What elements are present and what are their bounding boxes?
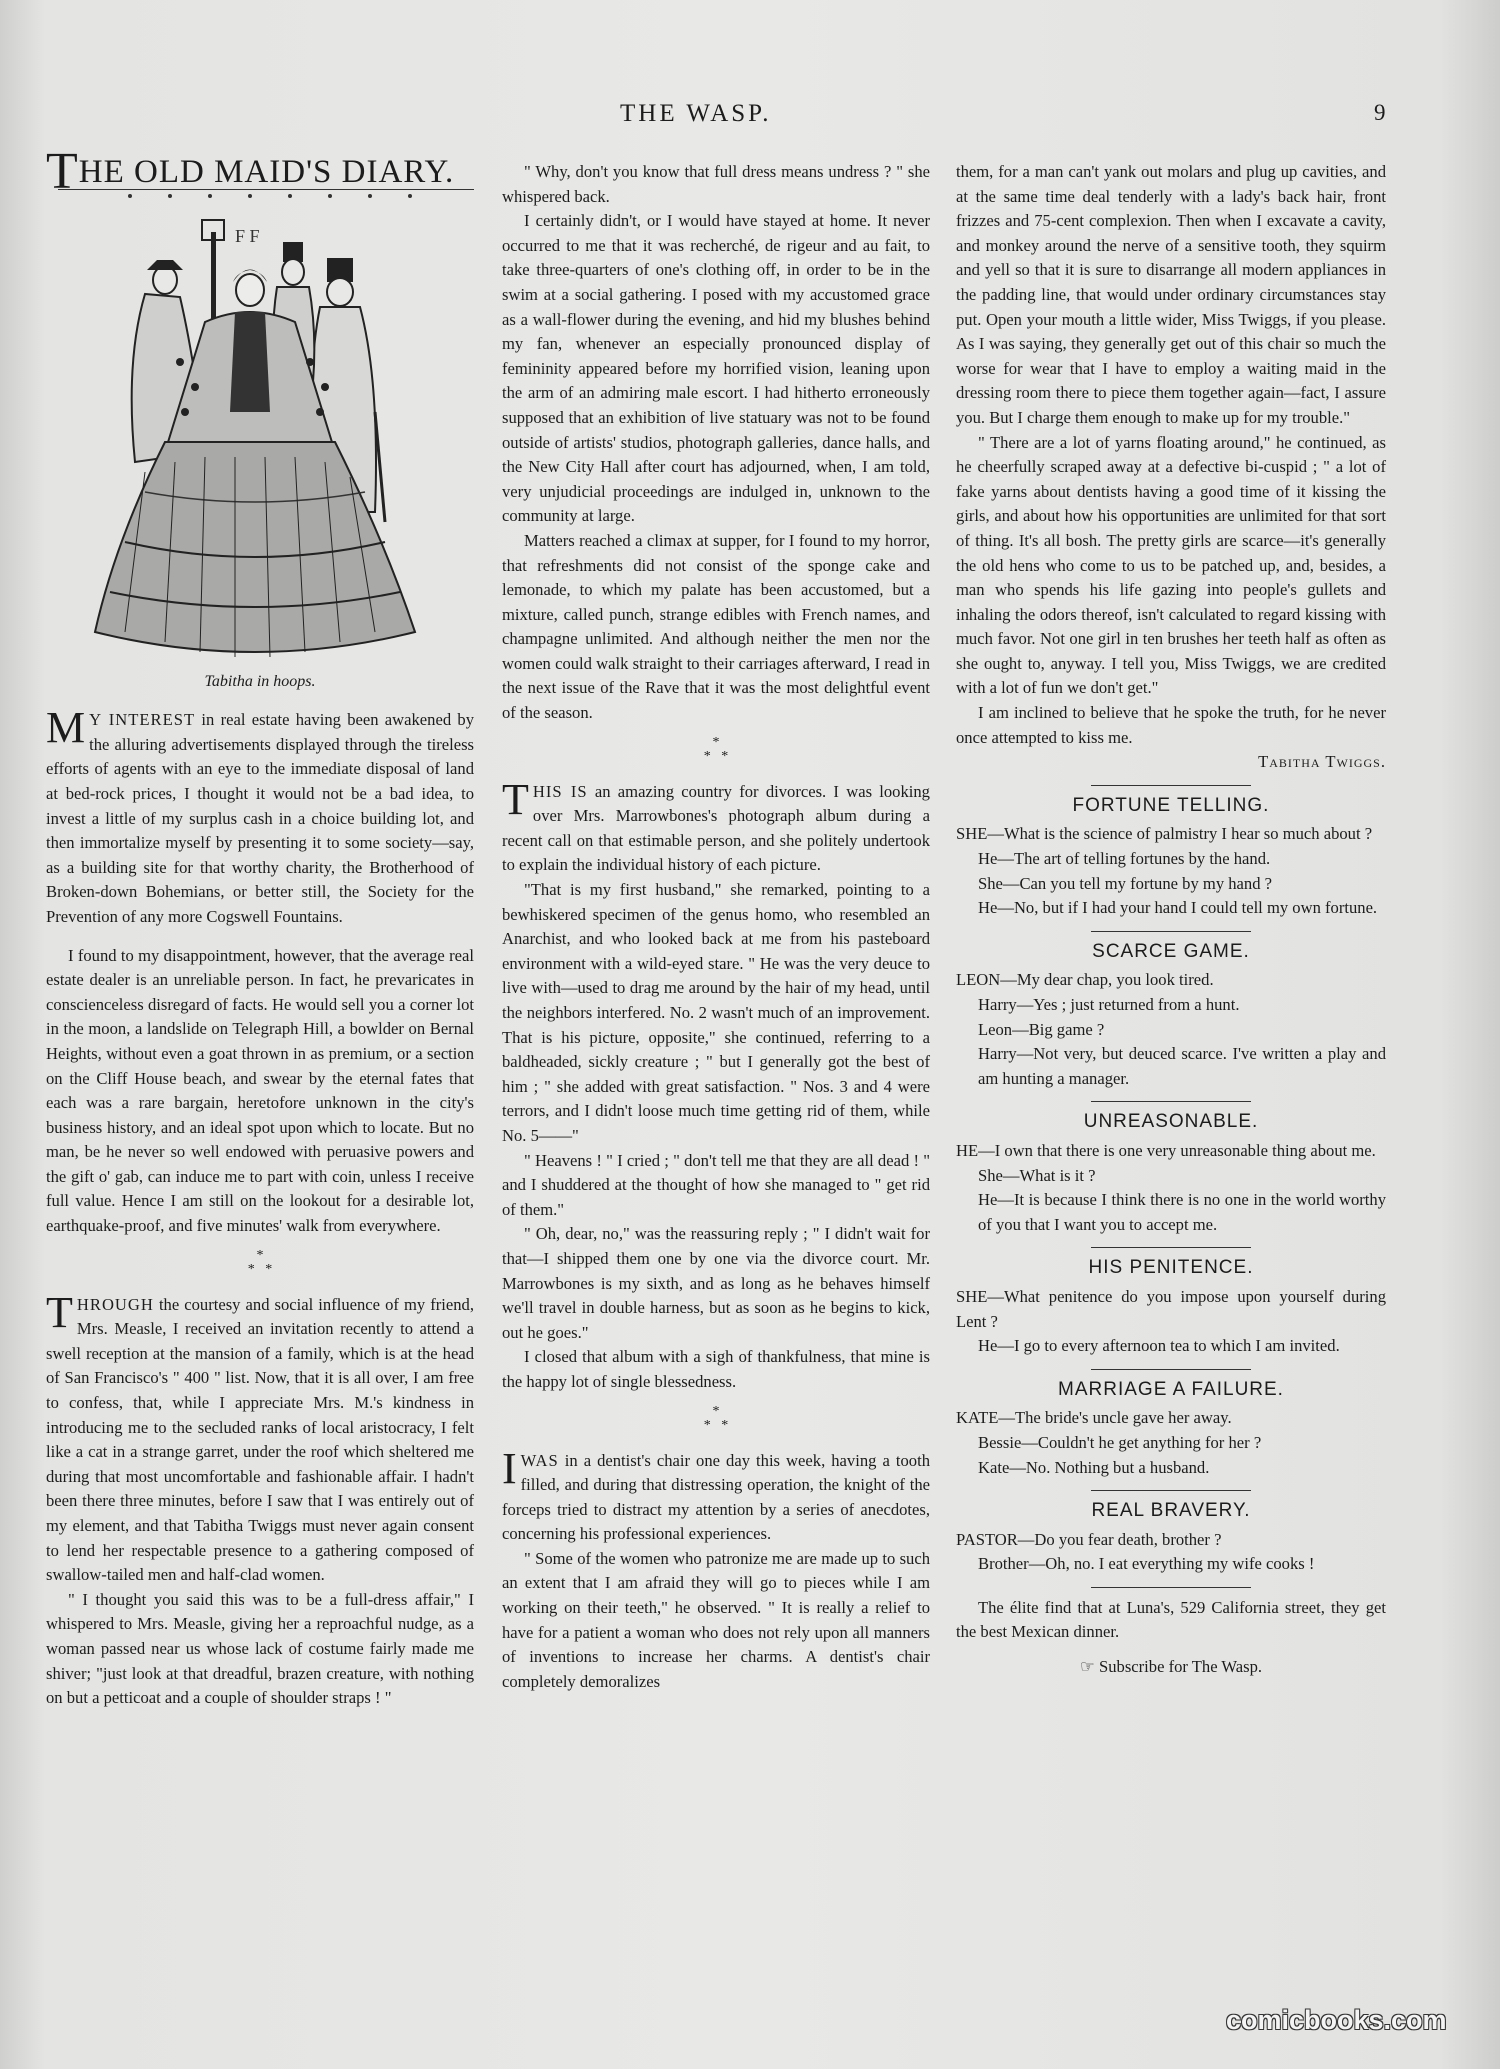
svg-text:F F: F F: [235, 225, 260, 246]
running-head: [0, 100, 1500, 130]
paragraph: M Y INTEREST in real estate having been awakened by the alluring advertisements displayed through the tireless efforts of agents with an eye to the immediate disposal of land at bed-rock prices, I thought it would not be a bad idea, to invest a little of my surplus cash in a choice building lot, and then immortalize myself by presenting it to some society—say, as a building site for that worthy charity, the Brotherhood of Broken-down Bohemians, or better still, the Society for the Prevention of any more Cogswell Fountains.: [46, 703, 474, 926]
heading-unreasonable: UNREASONABLE.: [1083, 1111, 1259, 1133]
joke-fortune-telling: SHE—What is the science of palmistry I hear so much about ? He—The art of telling fortunes by the hand. She—Can you tell my fortune by my hand ? He—No, but if I had your hand I could tell my own fortune.: [956, 824, 1378, 918]
paragraph: "That is my first husband," she remarked, pointing to a bewhiskered specimen of the genus homo, who resembled an Anarchist, and who looked back at me from his pasteboard environment with a wild-eyed stare. " He was the very deuce to live with—used to drag me around by the hair of my head, until the neighbors interfered. No. 2 wasn't much of an improvement. That is his picture, opposite," she continued, referring to a baldheaded, sickly creature ; " but I generally got the best of him ; " she added with great satisfaction. " Nos. 3 and 4 were terrors, and I didn't loose much time getting rid of them, while No. 5——": [502, 880, 930, 1145]
section-break-stars: * * *: [703, 734, 729, 764]
page-number: 9: [1374, 100, 1386, 125]
heading-marriage-a-failure: MARRIAGE A FAILURE.: [1058, 1378, 1284, 1400]
paragraph: I am inclined to believe that he spoke the truth, for he never once attempted to kiss me.: [956, 703, 1386, 747]
paragraph: I closed that album with a sigh of thankfulness, that mine is the happy lot of single blessedness.: [502, 1347, 930, 1391]
divider: [1091, 785, 1251, 786]
divider: [1091, 1490, 1251, 1491]
joke-marriage-a-failure: KATE—The bride's uncle gave her away. Bessie—Couldn't he get anything for her ? Kate—No. Nothing but a husband.: [956, 1408, 1262, 1477]
joke-his-penitence: SHE—What penitence do you impose upon yourself during Lent ? He—I go to every afternoon tea to which I am invited.: [956, 1286, 1386, 1356]
paragraph: " Oh, dear, no," was the reassuring reply ; " I didn't wait for that—I shipped them one by one via the divorce court. Mr. Marrowbones is my sixth, and as long as he behaves himself we'll travel in double harness, but as soon as he begins to kick, out he goes.": [502, 1224, 930, 1342]
signature: Tabitha Twiggs.: [1258, 752, 1386, 772]
joke-real-bravery: PASTOR—Do you fear death, brother ? Brother—Oh, no. I eat everything my wife cooks !: [956, 1529, 1315, 1574]
title-dotted-rule: [58, 189, 474, 202]
subscribe-notice: ☞ Subscribe for The Wasp.: [1079, 1657, 1263, 1677]
paragraph: " There are a lot of yarns floating around," he continued, as he cheerfully scraped away at a defective bi-cuspid ; " a lot of fake yarns about dentists having a good time of it kissing the girls, and about how his opportunities are unlimited for that sort of thing. It's all bosh. The pretty girls are scarce—it's generally the old hens who come to us to be patched up, and, besides, a man who spends his life gazing into people's gullets and inhaling the odors thereof, isn't calculated to regard kissing with much favor. Not one girl in ten brushes her teeth half as often as she ought to, anyway. I tell you, Miss Twiggs, we are credited with a lot of fun we don't get.": [956, 432, 1386, 698]
paragraph: I certainly didn't, or I would have stayed at home. It never occurred to me that it was recherché, de rigeur and au fait, to take three-quarters of one's clothing off, in order to be in the swim at a social gathering. I posed with my accustomed grace as a wall-flower during the evening, and hid my blushes behind my fan, whenever an especially pronounced display of femininity appeared before my horrified vision, leaning upon the arm of an admiring male escort. I had hitherto erroneously supposed that an exhibition of live statuary was not to be found outside of artists' studios, photograph galleries, dance halls, and the New City Hall after court has adjourned, when, I am told, very unjudicial proceedings are indulged in, unknown to the community at large.: [502, 211, 930, 526]
article-title: THE OLD MAID'S DIARY.: [46, 143, 455, 200]
paragraph: THROUGH the courtesy and social influence of my friend, Mrs. Measle, I received an invitation recently to attend a swell reception at the mansion of a family, which is at the head of San Francisco's " 400 " list. Now, that it is all over, I am free to confess, that, while I appreciate Mrs. M.'s kindness in introducing me to the secluded ranks of local aristocracy, I felt like a cat in a strange garret, under the roof which sheltered me during that most uncomfortable and fashionable affair. I hadn't been there three minutes, before I saw that I was entirely out of my element, and that Tabitha Twiggs must never again consent to lend her respectable presence to a gathering composed of swallow-tailed men and half-clad women.: [46, 1287, 474, 1585]
paragraph: " Why, don't you know that full dress means undress ? " she whispered back.: [502, 162, 930, 206]
paragraph: " I thought you said this was to be a full-dress affair," I whispered to Mrs. Measle, giving her a reproachful nudge, as a woman passed near us whose lack of costume fairly made me shiver; "just look at that dreadful, brazen creature, with nothing on but a petticoat and a couple of shoulder straps ! ": [46, 1589, 474, 1708]
paragraph: I found to my disappointment, however, that the average real estate dealer is an unreliable person. In fact, he prevaricates in conscienceless disregard of facts. He would sell you a corner lot in the moon, a landslide on Telegraph Hill, a bowlder on Bernal Heights, without even a goat thrown in as premium, or a section on the Cliff House beach, and swear by the eternal fates that each was a rare bargain, heretofore unknown in the city's business history, and an ideal spot upon which to locate. But no man, be he never so well endowed with peruasive powers and the gift o' gab, can induce me to part with coin, unless I receive full value. Hence I am still on the lookout for a desirable lot, earthquake-proof, and five minutes' walk from everywhere.: [46, 945, 474, 1236]
paragraph: IWAS in a dentist's chair one day this week, having a tooth filled, and during that distressing operation, the knight of the forceps tried to distract my attention by a series of anecdotes, concerning his professional experiences.: [502, 1443, 930, 1544]
advertisement-lunas: The élite find that at Luna's, 529 California street, they get the best Mexican dinner.: [956, 1597, 1386, 1642]
joke-unreasonable: HE—I own that there is one very unreasonable thing about me. She—What is it ? He—It is because I think there is no one in the world worthy of you that I want you to accept me.: [956, 1140, 1386, 1234]
heading-real-bravery: REAL BRAVERY.: [1091, 1500, 1251, 1522]
section-break-stars: * * *: [703, 1403, 729, 1433]
divider: [1091, 1369, 1251, 1370]
victorian-lady-illustration: [85, 212, 435, 662]
divider: [1091, 1247, 1251, 1248]
paragraph: " Some of the women who patronize me are made up to such an extent that I am afraid they will go to pieces while I am working on their teeth," he observed. " It is really a relief to have for a patient a woman who does not rely upon all manners of inventions to increase her charms. A dentist's chair completely demoralizes: [502, 1548, 930, 1691]
paragraph: Matters reached a climax at supper, for I found to my horror, that refreshments did not consist of the sponge cake and lemonade, to which my palate has been accustomed, but a mixture, called punch, strange edibles with French names, and champagne unlimited. And although neither the men nor the women could walk straight to their carriages afterward, I read in the next issue of the Rave that it was the most delightful event of the season.: [502, 530, 930, 723]
column-3: [956, 160, 1386, 1680]
section-break-stars: * * *: [247, 1247, 273, 1277]
heading-fortune-telling: FORTUNE TELLING.: [1072, 794, 1270, 816]
divider: [1091, 1587, 1251, 1588]
column-1: [46, 143, 474, 1711]
heading-scarce-game: SCARCE GAME.: [1092, 940, 1250, 962]
column-2: [502, 160, 930, 1694]
divider: [1091, 931, 1251, 932]
illustration-caption: Tabitha in hoops.: [204, 672, 316, 690]
watermark: comicbooks.com: [1226, 2005, 1447, 2035]
paragraph: " Heavens ! " I cried ; " don't tell me that they are all dead ! " and I shuddered at the thought of how she managed to " get rid of them.": [502, 1150, 930, 1219]
magazine-title: THE WASP.: [620, 100, 772, 127]
paragraph: them, for a man can't yank out molars and plug up cavities, and at the same time deal tenderly with a lady's back hair, front frizzes and 75-cent complexion. Then when I excavate a cavity, and monkey around the nerve of a sensitive tooth, they squirm and yell so that it is sure to disarrange all modern appliances in the padding line, that would under ordinary circumstances stay put. Open your mouth a little wider, Miss Twiggs, if you please. As I was saying, they generally get out of this chair so much the worse for wear that I have to employ a waiting maid in the dressing room there to piece them together again—fact, I assure you. But I charge them enough to make up for my trouble.": [956, 162, 1386, 427]
joke-scarce-game: LEON—My dear chap, you look tired. Harry—Yes ; just returned from a hunt. Leon—Big game ? Harry—Not very, but deuced scarce. I've written a play and am hunting a manager.: [956, 970, 1386, 1088]
divider: [1091, 1101, 1251, 1102]
heading-his-penitence: HIS PENITENCE.: [1088, 1257, 1254, 1279]
paragraph: THIS IS an amazing country for divorces. I was looking over Mrs. Marrowbones's photograph album during a recent call on that estimable person, and she politely undertook to explain the individual history of each picture.: [502, 774, 930, 875]
